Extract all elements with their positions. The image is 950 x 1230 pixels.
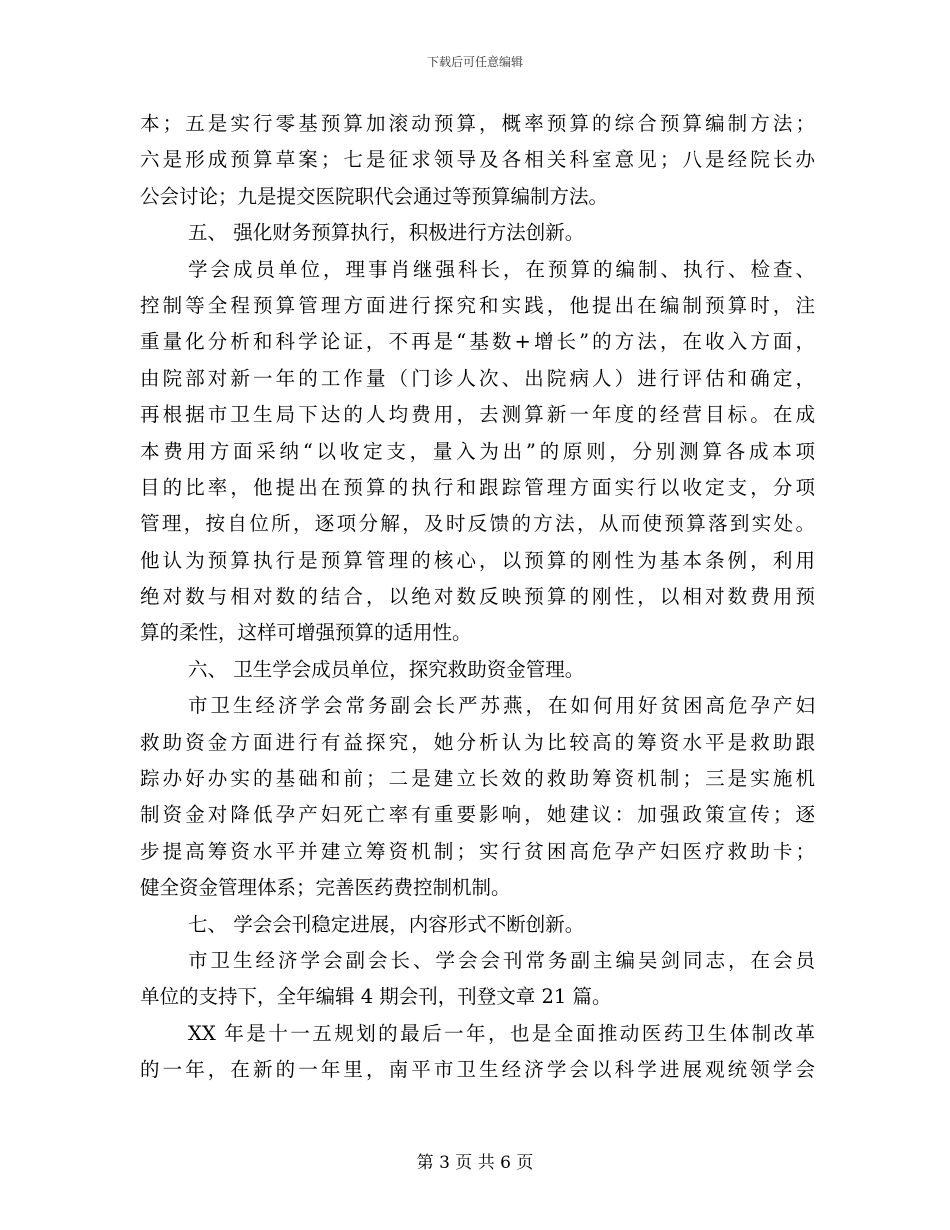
text-line: 公会讨论；九是提交医院职代会通过等预算编制方法。 — [140, 184, 609, 208]
page-number: 第 3 页 共 6 页 — [416, 1153, 534, 1173]
text-line: 步提高筹资水平并建立筹资机制；实行贫困高危孕产妇医疗救助卡； — [140, 839, 815, 863]
text-line: 由院部对新一年的工作量（门诊人次、出院病人）进行评估和确定， — [140, 366, 815, 390]
text-line: 本费用方面采纳“以收定支，量入为出”的原则，分别测算各成本项 — [140, 439, 815, 463]
document-body — [140, 106, 815, 1089]
page-header: 下载后可任意编辑 — [426, 55, 523, 69]
text-line: 市卫生经济学会副会长、学会会刊常务副主编吴剑同志，在会员 — [188, 948, 815, 972]
text-line: 重量化分析和科学论证，不再是“基数+增长”的方法，在收入方面， — [140, 330, 815, 354]
text-line: 管理，按自位所，逐项分解，及时反馈的方法，从而使预算落到实处。 — [140, 512, 815, 536]
text-line: 六是形成预算草案；七是征求领导及各相关科室意见；八是经院长办 — [140, 148, 815, 172]
text-line: 的一年，在新的一年里，南平市卫生经济学会以科学进展观统领学会 — [140, 1058, 815, 1082]
text-line: 控制等全程预算管理方面进行探究和实践，他提出在编制预算时，注 — [140, 293, 815, 317]
text-line: 绝对数与相对数的结合，以绝对数反映预算的刚性，以相对数费用预 — [140, 585, 815, 609]
text-line: 制资金对降低孕产妇死亡率有重要影响，她建议：加强政策宣传；逐 — [140, 803, 815, 827]
text-line: 市卫生经济学会常务副会长严苏燕，在如何用好贫困高危孕产妇 — [188, 694, 815, 718]
text-line: 学会成员单位，理事肖继强科长，在预算的编制、执行、检查、 — [188, 257, 815, 281]
text-line: 本；五是实行零基预算加滚动预算，概率预算的综合预算编制方法； — [140, 112, 815, 135]
text-line: 算的柔性，这样可增强预算的适用性。 — [140, 621, 472, 645]
text-line: XX 年是十一五规划的最后一年，也是全面推动医药卫生体制改革 — [188, 1021, 815, 1045]
text-line: 再根据市卫生局下达的人均费用，去测算新一年度的经营目标。在成 — [140, 403, 815, 427]
text-line: 单位的支持下，全年编辑 4 期会刊，刊登文章 21 篇。 — [140, 985, 612, 1009]
section-heading: 五、 强化财务预算执行，积极进行方法创新。 — [188, 221, 585, 245]
text-line: 救助资金方面进行有益探究，她分析认为比较高的筹资水平是救助跟 — [140, 730, 815, 754]
text-line: 踪办好办实的基础和前；二是建立长效的救助筹资机制；三是实施机 — [140, 767, 815, 791]
section-heading: 七、 学会会刊稳定进展，内容形式不断创新。 — [188, 912, 585, 936]
text-line: 他认为预算执行是预算管理的核心，以预算的刚性为基本条例，利用 — [140, 548, 815, 572]
section-heading: 六、 卫生学会成员单位，探究救助资金管理。 — [188, 657, 585, 681]
text-line: 目的比率，他提出在预算的执行和跟踪管理方面实行以收定支，分项 — [140, 475, 815, 499]
text-line: 健全资金管理体系；完善医药费控制机制。 — [140, 876, 511, 900]
